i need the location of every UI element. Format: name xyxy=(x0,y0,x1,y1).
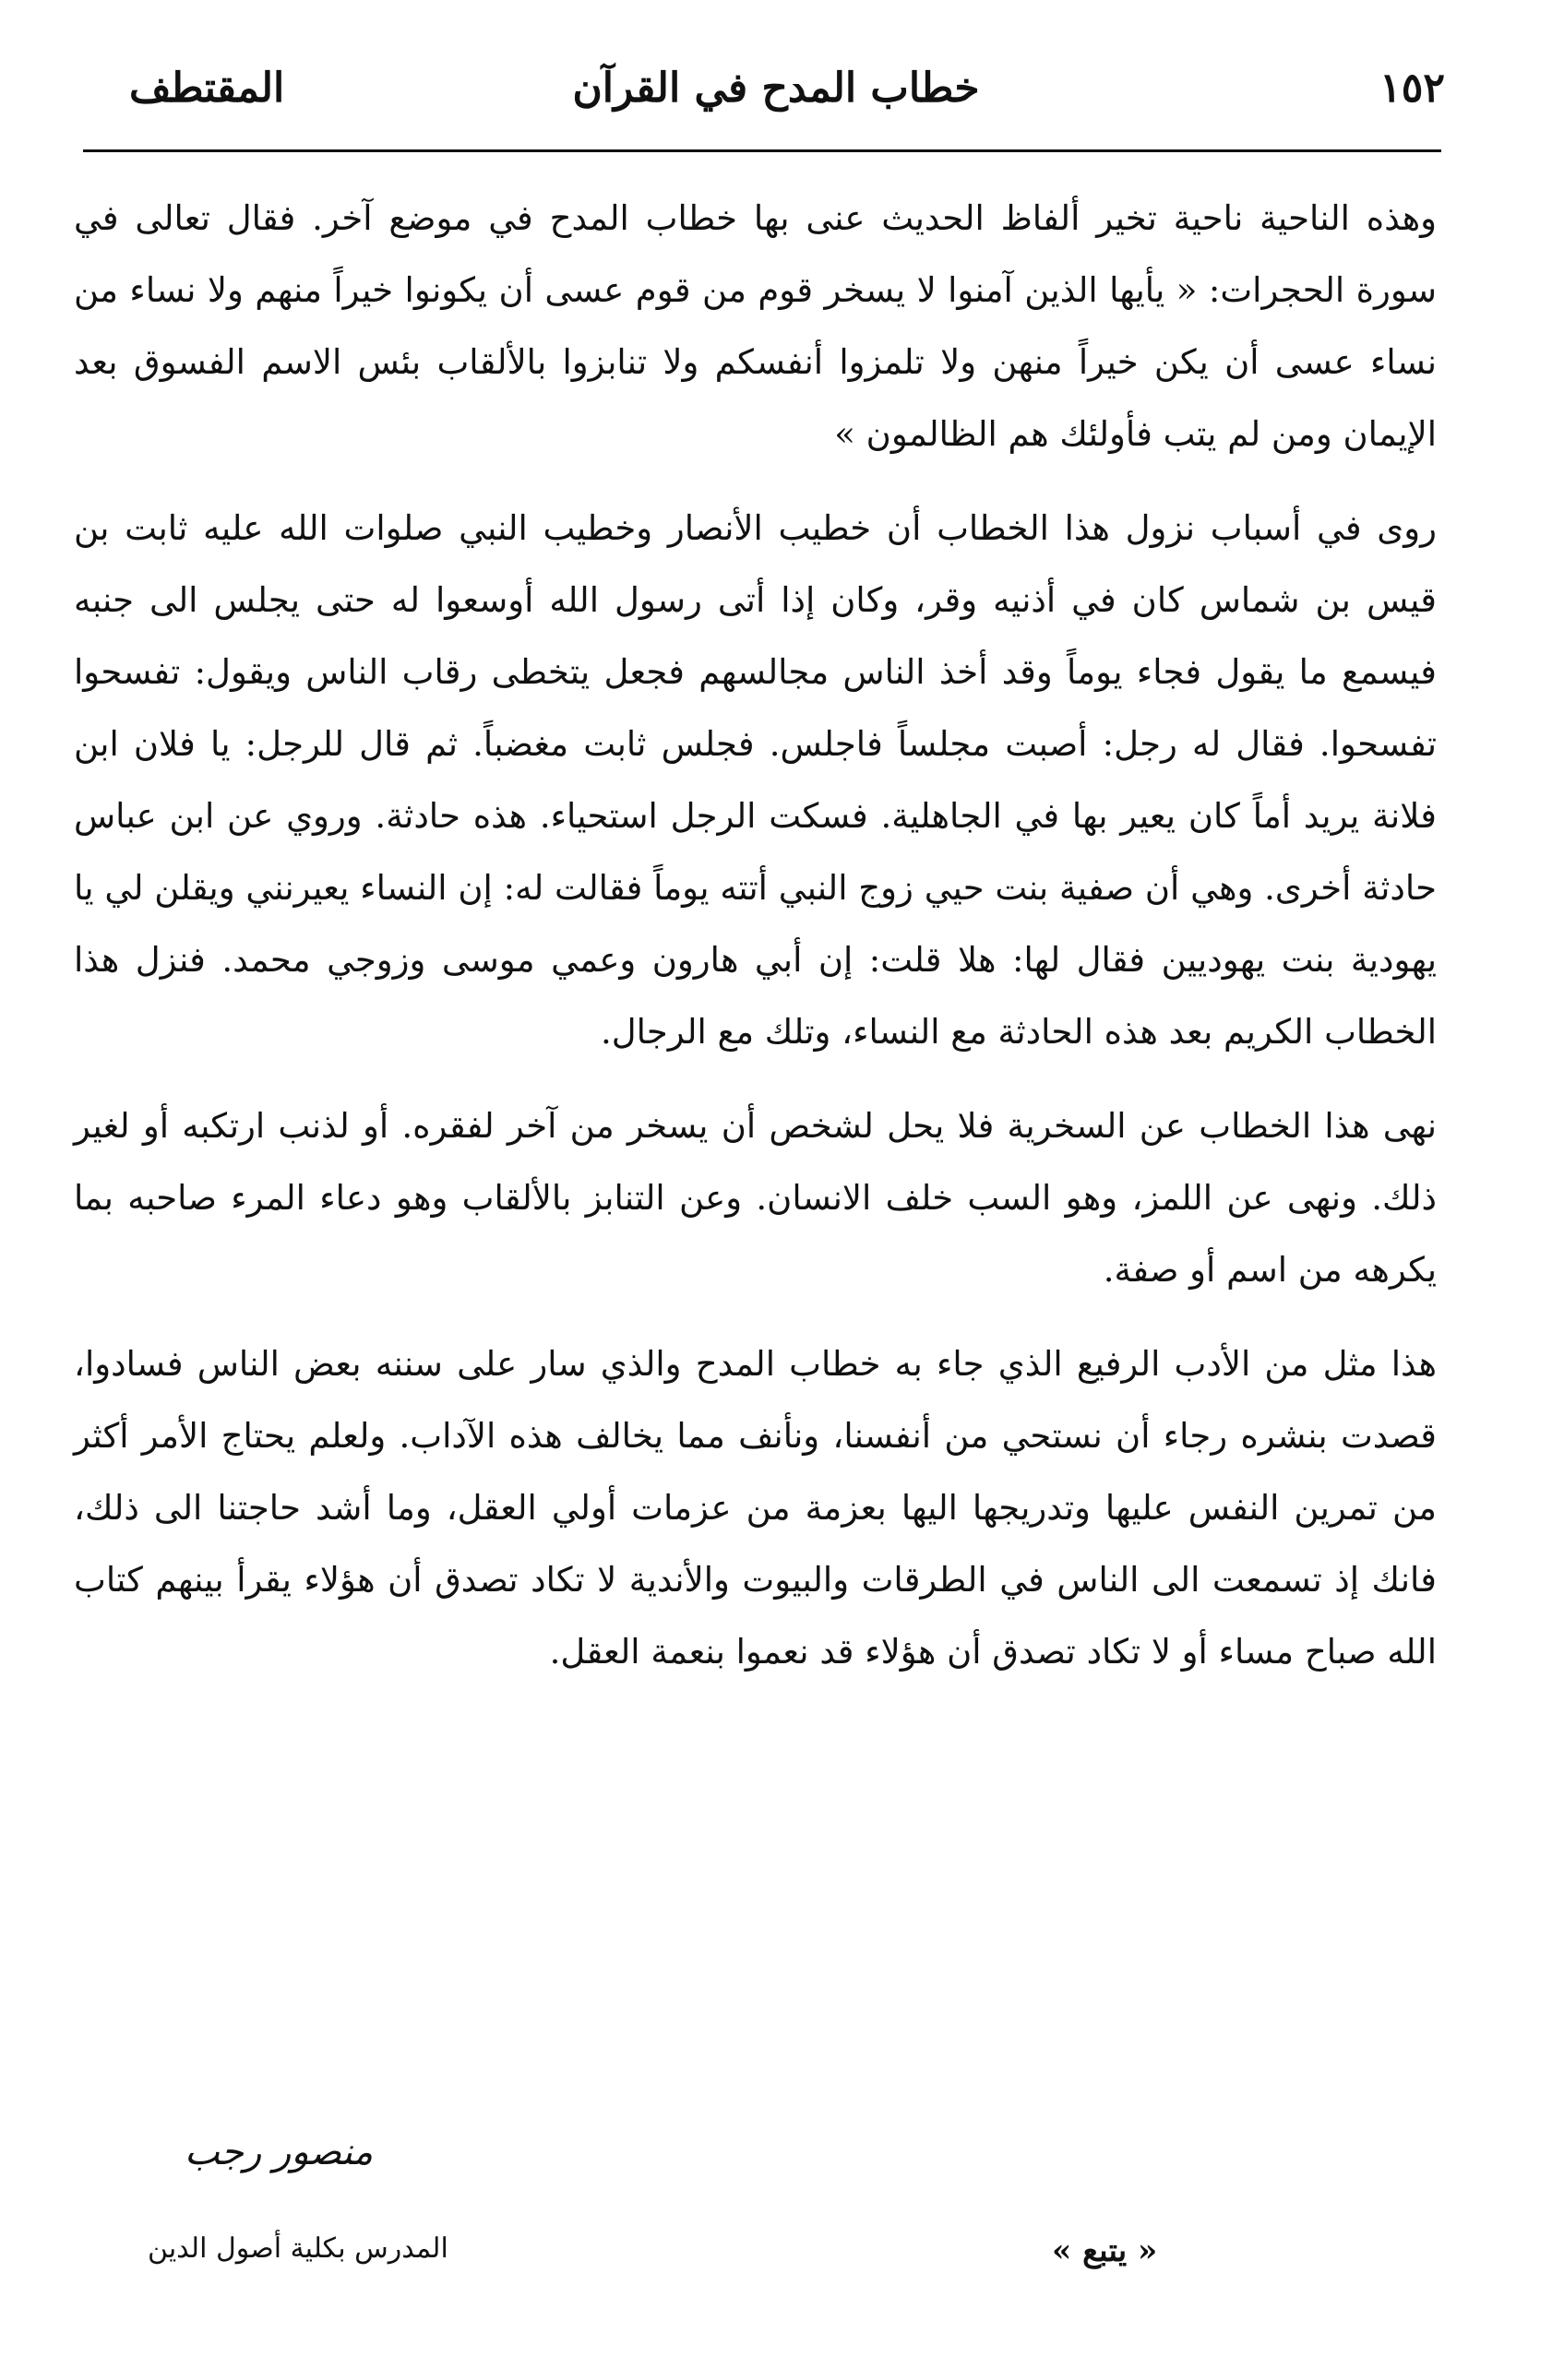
paragraph-conclusion: هذا مثل من الأدب الرفيع الذي جاء به خطاب المدح والذي سار على سننه بعض الناس فسادوا، قصدت بنشره رجاء أن نستحي من أنفسنا، ونأنف مما يخالف هذه الآداب. ولعلم يحتاج الأمر أكثر من تمرين النفس عليها وتدريجها اليها بعزمة من عزمات أولي العقل، وما أشد حاجتنا الى ذلك، فانك إذ تسمعت الى الناس في الطرقات والبيوت والأندية لا تكاد تصدق أن هؤلاء يقرأ بينهم كتاب الله صباح مساء أو لا تكاد تصدق أن هؤلاء قد نعموا بنعمة العقل. xyxy=(74,1344,1437,1672)
paragraph-revelation-occasion: روى في أسباب نزول هذا الخطاب أن خطيب الأنصار وخطيب النبي صلوات الله عليه ثابت بن قيس بن شماس كان في أذنيه وقر، وكان إذا أتى رسول الله أوسعوا له حتى يجلس الى جنبه فيسمع ما يقول فجاء يوماً وقد أخذ الناس مجالسهم فجعل يتخطى رقاب الناس ويقول: تفسحوا تفسحوا. فقال له رجل: أصبت مجلساً فاجلس. فجلس ثابت مغضباً. ثم قال للرجل: يا فلان ابن فلانة يريد أماً كان يعير بها في الجاهلية. فسكت الرجل استحياء. هذه حادثة. وروي عن ابن عباس حادثة أخرى. وهي أن صفية بنت حيي زوج النبي أتته يوماً فقالت له: إن النساء يعيرنني ويقلن لي يا يهودية بنت يهوديين فقال لها: هلا قلت: إن أبي هارون وعمي موسى وزوجي محمد. فنزل هذا الخطاب الكريم بعد هذه الحادثة مع النساء، وتلك مع الرجال. xyxy=(74,508,1437,1052)
running-title: خطاب المدح في القرآن xyxy=(572,65,980,112)
paragraph-hujurat-verse: وهذه الناحية ناحية تخير ألفاظ الحديث عنى بها خطاب المدح في موضع آخر. فقال تعالى في سورة الحجرات: « يأيها الذين آمنوا لا يسخر قوم من قوم عسى أن يكونوا خيراً منهم ولا نساء من نساء عسى أن يكن خيراً منهن ولا تلمزوا أنفسكم ولا تنابزوا بالألقاب بئس الاسم الفسوق بعد الإيمان ومن لم يتب فأولئك هم الظالمون » xyxy=(74,198,1437,454)
page-number: ١٥٢ xyxy=(1379,65,1445,112)
author-affiliation: المدرس بكلية أصول الدين xyxy=(148,2232,448,2265)
author-signature: منصور رجب xyxy=(185,2131,374,2173)
journal-name: المقتطف xyxy=(129,65,285,112)
paragraph-prohibitions: نهى هذا الخطاب عن السخرية فلا يحل لشخص أن يسخر من آخر لفقره. أو لذنب ارتكبه أو لغير ذلك. ونهى عن اللمز، وهو السب خلف الانسان. وعن التنابز بالألقاب وهو دعاء المرء صاحبه بما يكرهه من اسم أو صفة. xyxy=(74,1106,1437,1290)
article-body xyxy=(74,183,1437,1688)
header-rule xyxy=(83,149,1441,152)
page-header xyxy=(74,65,1478,129)
continued-marker: « يتبع » xyxy=(1052,2232,1158,2269)
